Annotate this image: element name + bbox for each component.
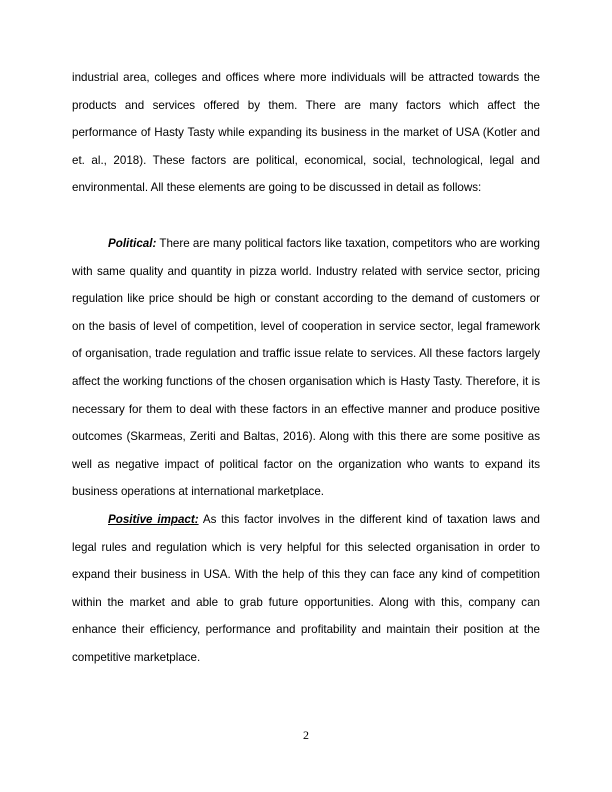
positive-impact-heading: Positive impact:: [108, 513, 199, 526]
page-number: 2: [303, 728, 309, 742]
political-heading: Political:: [108, 237, 157, 250]
paragraph-intro-text: industrial area, colleges and offices where more individuals will be attracted towards the products and services offered by them. There are many factors which affect the performance of Hasty Tasty while expanding its business in the market of USA (Kotler and et. al., 2018). These factors are political, economical, social, technological, legal and environmental. All these elements are going to be discussed in detail as follows:: [72, 71, 540, 195]
political-body-text: There are many political factors like taxation, competitors who are working with same quality and quantity in pizza world. Industry related with service sector, pricing regulation like price should be high or constant according to the demand of customers or on the basis of level of competition, level of cooperation in service sector, legal framework of organisation, trade regulation and traffic issue relate to services. All these factors largely affect the working functions of the chosen organisation which is Hasty Tasty. Therefore, it is necessary for them to deal with these factors in an effective manner and produce positive outcomes (Skarmeas, Zeriti and Baltas, 2016). Along with this there are some positive as well as negative impact of political factor on the organization who wants to expand its business operations at international marketplace.: [72, 237, 540, 499]
paragraph-intro: [72, 64, 540, 202]
positive-impact-body-text: As this factor involves in the different kind of taxation laws and legal rules and regulation which is very helpful for this selected organisation in order to expand their business in USA. With the help of this they can face any kind of competition within the market and able to grab future opportunities. Along with this, company can enhance their efficiency, performance and profitability and maintain their position at the competitive marketplace.: [72, 513, 540, 664]
paragraph-positive-impact: [72, 506, 540, 672]
paragraph-political: [72, 230, 540, 506]
